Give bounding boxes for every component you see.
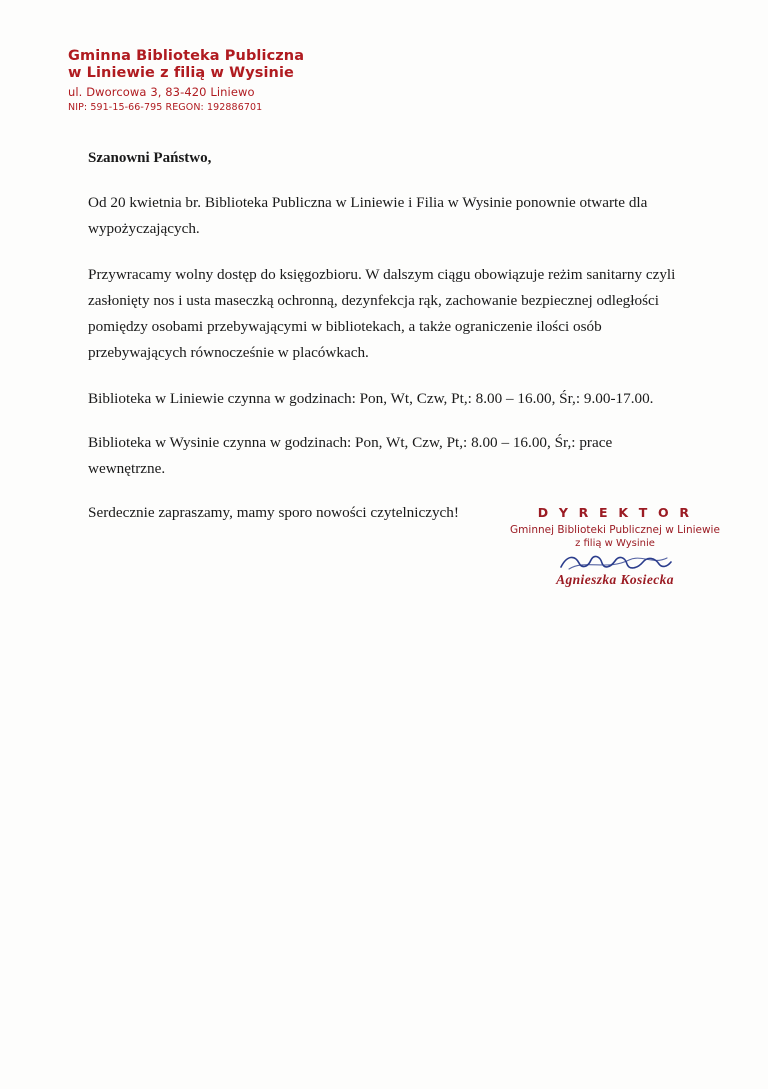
- paragraph-1: Od 20 kwietnia br. Biblioteka Publiczna w Liniewie i Filia w Wysinie ponownie otwarte dla wypożyczających.: [88, 194, 648, 237]
- organization-name-line1: Gminna Biblioteka Publiczna: [68, 48, 305, 64]
- signature-title: D Y R E K T O R: [537, 505, 693, 520]
- organization-tax-ids: NIP: 591-15-66-795 REGON: 192886701: [68, 102, 263, 113]
- signature-organization-line1: Gminnej Biblioteki Publicznej w Liniewie: [510, 524, 720, 536]
- signature-block: [500, 505, 730, 588]
- letter-body: [88, 148, 688, 546]
- paragraph-hours-liniewo: Biblioteka w Liniewie czynna w godzinach: Pon, Wt, Czw, Pt,: 8.00 – 16.00, Śr,: 9.00-17.00.: [88, 390, 654, 407]
- handwritten-signature-icon: [500, 553, 730, 571]
- signature-name: Agnieszka Kosiecka: [556, 572, 674, 587]
- paragraph-hours-wysin: Biblioteka w Wysinie czynna w godzinach: Pon, Wt, Czw, Pt,: 8.00 – 16.00, Śr,: prace wewnętrzne.: [88, 434, 613, 477]
- paragraph-2: Przywracamy wolny dostęp do księgozbioru. W dalszym ciągu obowiązuje reżim sanitarny czyli zasłonięty nos i usta maseczką ochronną, dezynfekcja rąk, zachowanie bezpiecznej odległości pomiędzy osobami przebywającymi w bibliotekach, a także ograniczenie ilości osób przebywających równocześnie w placówkach.: [88, 266, 676, 361]
- organization-address: ul. Dworcowa 3, 83-420 Liniewo: [68, 85, 255, 99]
- signature-organization-line2: z filią w Wysinie: [575, 538, 655, 549]
- salutation: Szanowni Państwo,: [88, 150, 212, 166]
- letterhead: [68, 48, 488, 114]
- organization-name-line2: w Liniewie z filią w Wysinie: [68, 65, 294, 81]
- paragraph-closing: Serdecznie zapraszamy, mamy sporo nowości czytelniczych!: [88, 504, 459, 521]
